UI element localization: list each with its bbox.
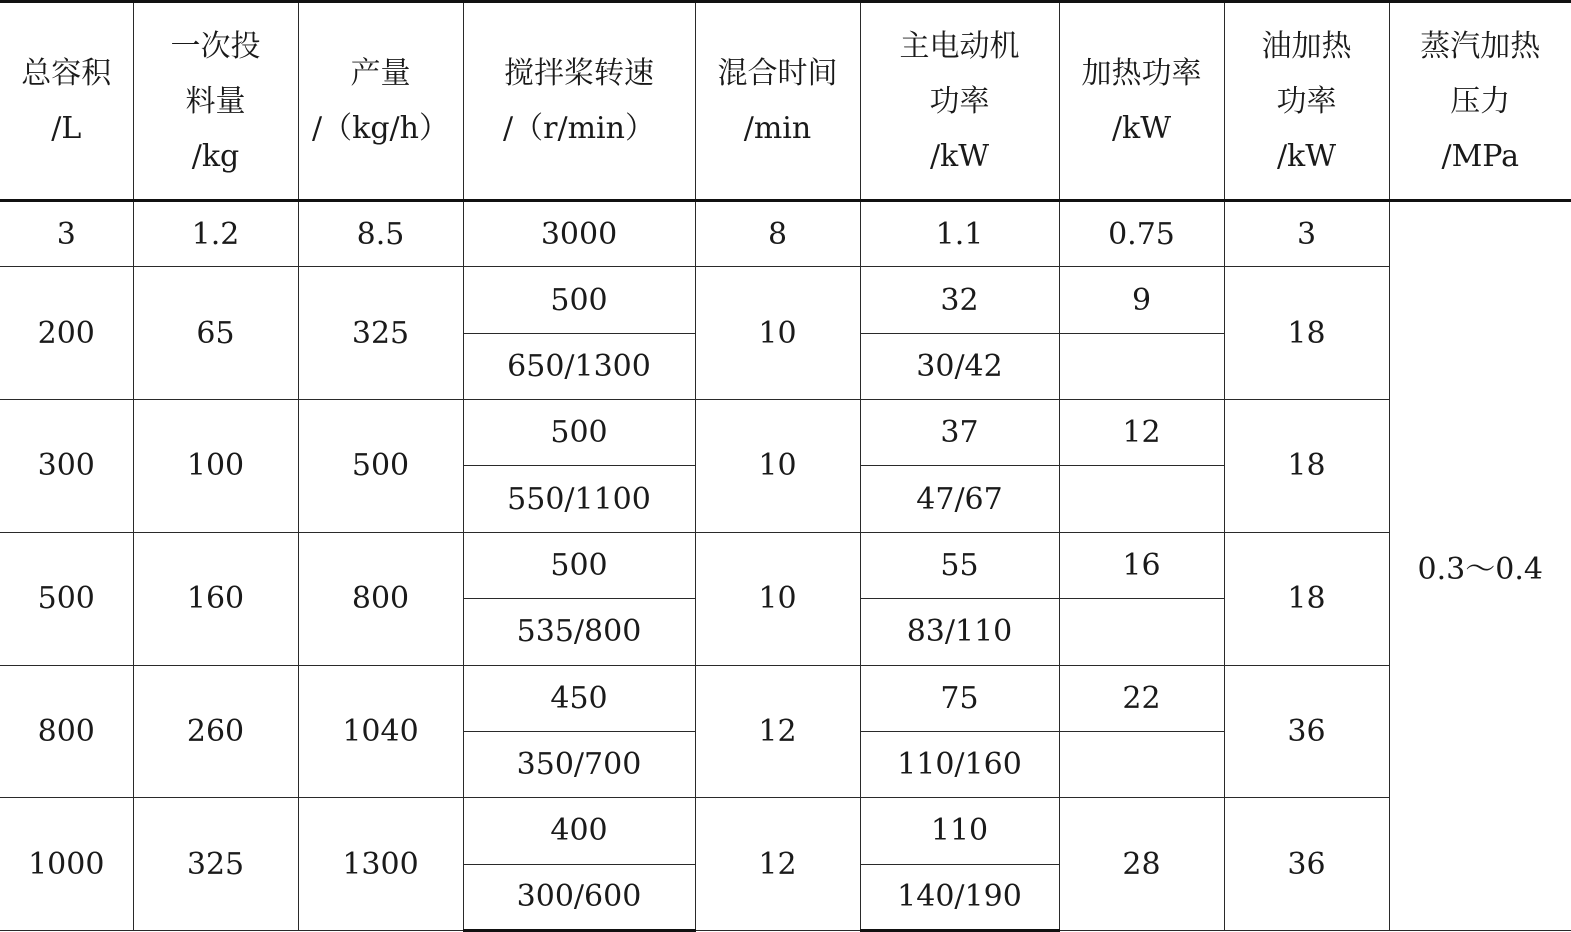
cell-heat: 16 bbox=[1059, 532, 1224, 598]
cell-speed: 500 bbox=[463, 267, 695, 333]
cell-heat-empty bbox=[1059, 466, 1224, 532]
cell-heat-empty bbox=[1059, 333, 1224, 399]
cell-speed: 550/1100 bbox=[463, 466, 695, 532]
cell-heat: 28 bbox=[1059, 798, 1224, 931]
header-oil-heating-power: 油加热 功率 /kW bbox=[1224, 2, 1389, 201]
cell-motor: 110 bbox=[860, 798, 1059, 864]
cell-output: 500 bbox=[298, 400, 463, 533]
cell-motor: 83/110 bbox=[860, 599, 1059, 665]
cell-motor: 55 bbox=[860, 532, 1059, 598]
cell-speed: 500 bbox=[463, 532, 695, 598]
header-row bbox=[0, 2, 1571, 201]
cell-motor: 75 bbox=[860, 665, 1059, 731]
header-steam-pressure: 蒸汽加热 压力 /MPa bbox=[1389, 2, 1571, 201]
cell-speed: 400 bbox=[463, 798, 695, 864]
cell-speed: 650/1300 bbox=[463, 333, 695, 399]
table-row bbox=[0, 665, 1571, 731]
cell-output: 800 bbox=[298, 532, 463, 665]
cell-heat: 9 bbox=[1059, 267, 1224, 333]
table-row bbox=[0, 201, 1571, 267]
cell-charge: 1.2 bbox=[133, 201, 298, 267]
cell-oil: 18 bbox=[1224, 532, 1389, 665]
header-total-volume: 总容积 /L bbox=[0, 2, 133, 201]
cell-oil: 36 bbox=[1224, 665, 1389, 798]
cell-steam-pressure: 0.3～0.4 bbox=[1389, 201, 1571, 931]
cell-output: 325 bbox=[298, 267, 463, 400]
cell-time: 10 bbox=[695, 532, 860, 665]
cell-time: 10 bbox=[695, 267, 860, 400]
cell-oil: 18 bbox=[1224, 267, 1389, 400]
header-output: 产量 /（kg/h） bbox=[298, 2, 463, 201]
cell-motor: 1.1 bbox=[860, 201, 1059, 267]
cell-heat: 12 bbox=[1059, 400, 1224, 466]
cell-motor: 110/160 bbox=[860, 731, 1059, 797]
table-row bbox=[0, 532, 1571, 598]
header-main-motor-power: 主电动机 功率 /kW bbox=[860, 2, 1059, 201]
cell-heat: 0.75 bbox=[1059, 201, 1224, 267]
cell-time: 8 bbox=[695, 201, 860, 267]
cell-oil: 36 bbox=[1224, 798, 1389, 931]
cell-volume: 500 bbox=[0, 532, 133, 665]
header-charge-amount: 一次投 料量 /kg bbox=[133, 2, 298, 201]
cell-charge: 65 bbox=[133, 267, 298, 400]
cell-volume: 200 bbox=[0, 267, 133, 400]
header-heating-power: 加热功率 /kW bbox=[1059, 2, 1224, 201]
header-impeller-speed: 搅拌桨转速 /（r/min） bbox=[463, 2, 695, 201]
cell-speed: 300/600 bbox=[463, 864, 695, 930]
cell-motor: 47/67 bbox=[860, 466, 1059, 532]
cell-speed: 3000 bbox=[463, 201, 695, 267]
cell-volume: 800 bbox=[0, 665, 133, 798]
cell-speed: 450 bbox=[463, 665, 695, 731]
cell-heat-empty bbox=[1059, 599, 1224, 665]
table-row bbox=[0, 798, 1571, 864]
cell-volume: 3 bbox=[0, 201, 133, 267]
cell-speed: 350/700 bbox=[463, 731, 695, 797]
cell-oil: 18 bbox=[1224, 400, 1389, 533]
cell-volume: 300 bbox=[0, 400, 133, 533]
cell-time: 12 bbox=[695, 798, 860, 931]
cell-output: 1300 bbox=[298, 798, 463, 931]
cell-time: 12 bbox=[695, 665, 860, 798]
cell-output: 8.5 bbox=[298, 201, 463, 267]
cell-motor: 32 bbox=[860, 267, 1059, 333]
cell-charge: 325 bbox=[133, 798, 298, 931]
cell-charge: 100 bbox=[133, 400, 298, 533]
cell-output: 1040 bbox=[298, 665, 463, 798]
cell-motor: 37 bbox=[860, 400, 1059, 466]
cell-time: 10 bbox=[695, 400, 860, 533]
cell-motor: 140/190 bbox=[860, 864, 1059, 930]
cell-volume: 1000 bbox=[0, 798, 133, 931]
cell-motor: 30/42 bbox=[860, 333, 1059, 399]
cell-speed: 535/800 bbox=[463, 599, 695, 665]
table-row bbox=[0, 400, 1571, 466]
cell-heat: 22 bbox=[1059, 665, 1224, 731]
cell-charge: 160 bbox=[133, 532, 298, 665]
cell-oil: 3 bbox=[1224, 201, 1389, 267]
table-row bbox=[0, 267, 1571, 333]
cell-speed: 500 bbox=[463, 400, 695, 466]
cell-charge: 260 bbox=[133, 665, 298, 798]
cell-heat-empty bbox=[1059, 731, 1224, 797]
header-mixing-time: 混合时间 /min bbox=[695, 2, 860, 201]
